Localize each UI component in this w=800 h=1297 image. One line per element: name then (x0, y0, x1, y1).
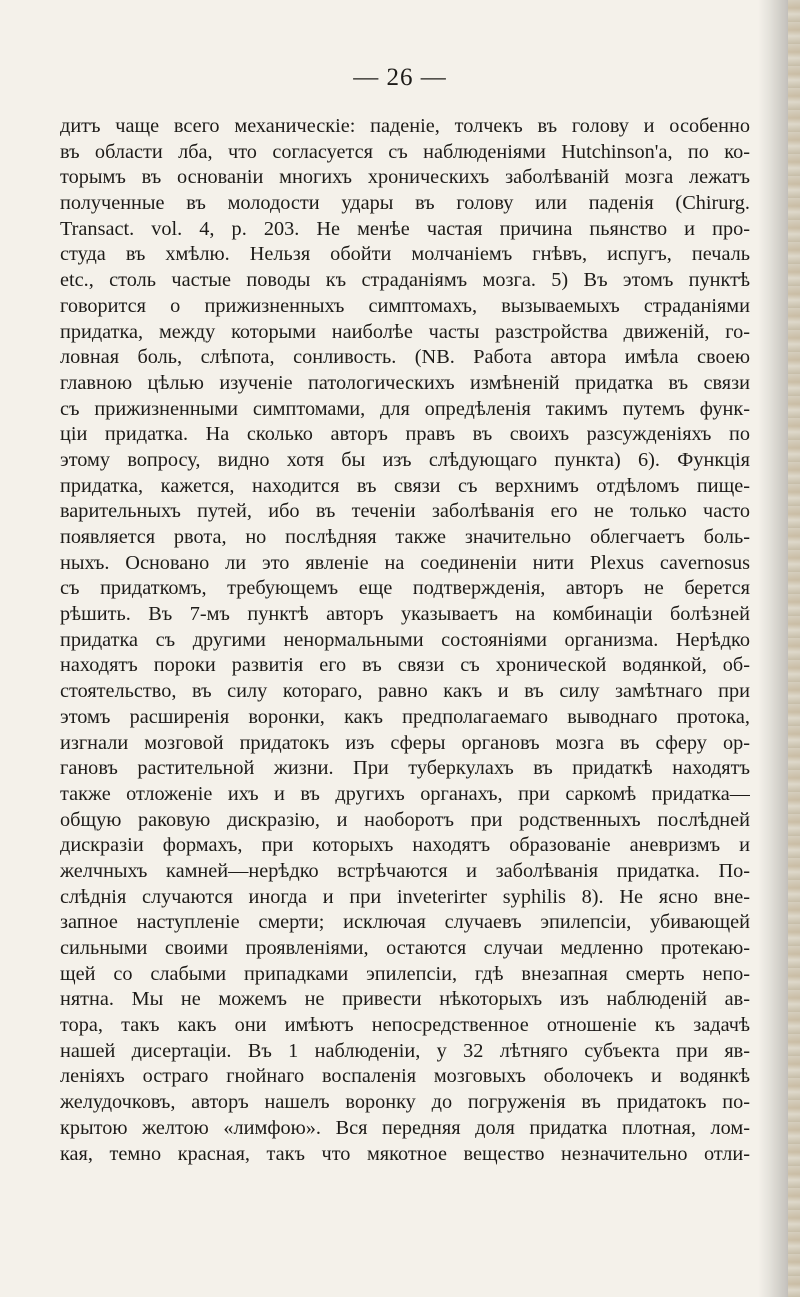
text-line: общую раковую дискразію, и наоборотъ при родственныхъ послѣдней (60, 808, 750, 831)
text-line: слѣднія случаются иногда и при inveterirter syphilis 8). Не ясно вне- (60, 885, 750, 908)
text-line: дискразіи формахъ, при которыхъ находятъ образованіе аневризмъ и (60, 834, 750, 857)
text-line: ціи придатка. На сколько авторъ правъ въ своихъ разсужденіяхъ по (60, 423, 750, 446)
text-line: рѣшить. Въ 7-мъ пунктѣ авторъ указываетъ на комбинаціи болѣзней (60, 603, 750, 626)
text-line: щей со слабыми припадками эпилепсіи, гдѣ внезапная смерть непо- (60, 962, 750, 985)
text-line: желчныхъ камней—нерѣдко встрѣчаются и заболѣванія придатка. По- (60, 859, 750, 882)
text-line: тора, такъ какъ они имѣютъ непосредственное отношеніе къ задачѣ (60, 1014, 750, 1037)
text-line: въ области лба, что согласуется съ наблюденіями Hutchinson'а, по ко- (60, 140, 750, 163)
text-line: говорится о прижизненныхъ симптомахъ, вызываемыхъ страданіями (60, 294, 750, 317)
text-line: гановъ растительной жизни. При туберкулахъ въ придаткѣ находятъ (60, 757, 750, 780)
text-line: торымъ въ основаніи многихъ хроническихъ заболѣваній мозга лежатъ (60, 166, 750, 189)
text-line: придатка, кажется, находится въ связи съ верхнимъ отдѣломъ пище- (60, 474, 750, 497)
text-line: съ придаткомъ, требующемъ еще подтвержденія, авторъ не берется (60, 577, 750, 600)
text-line: полученные въ молодости удары въ голову или паденія (Chirurg. (60, 192, 750, 215)
text-line: etc., столь частые поводы къ страданіямъ мозга. 5) Въ этомъ пунктѣ (60, 269, 750, 292)
body-text (60, 114, 750, 1167)
text-line: главною цѣлью изученіе патологическихъ измѣненій придатка въ связи (60, 371, 750, 394)
text-line: крытою желтою «лимфою». Вся передняя доля придатка плотная, лом- (60, 1116, 750, 1139)
text-line: запное наступленіе смерти; исключая случаевъ эпилепсіи, убивающей (60, 911, 750, 934)
text-line: студа въ хмѣлю. Нельзя обойти молчаніемъ гнѣвъ, испугъ, печаль (60, 243, 750, 266)
text-line: ловная боль, слѣпота, сонливость. (NB. Работа автора имѣла своею (60, 346, 750, 369)
text-line: сильными своими проявленіями, остаются случаи медленно протекаю- (60, 937, 750, 959)
text-line: Transact. vol. 4, p. 203. Не менѣе частая причина пьянство и про- (60, 217, 750, 240)
text-line: изгнали мозговой придатокъ изъ сферы органовъ мозга въ сферу ор- (60, 731, 750, 754)
text-line: придатка, между которыми наиболѣе часты разстройства движеній, го- (60, 320, 750, 343)
text-line: этому вопросу, видно хотя бы изъ слѣдующаго пункта) 6). Функція (60, 448, 750, 471)
text-line: дитъ чаще всего механическіе: паденіе, толчекъ въ голову и особенно (60, 115, 750, 137)
text-line: придатка съ другими ненормальными состояніями организма. Нерѣдко (60, 628, 750, 651)
page-edge (788, 0, 800, 1297)
text-line: этомъ расширенія воронки, какъ предполагаемаго выводнаго протока, (60, 705, 750, 728)
text-line: нашей дисертаціи. Въ 1 наблюденіи, у 32 лѣтняго субъекта при яв- (60, 1039, 750, 1062)
text-line: находятъ пороки развитія его въ связи съ хронической водянкой, об- (60, 654, 750, 677)
text-line: кая, темно красная, такъ что мякотное вещество незначительно отли- (60, 1142, 750, 1165)
text-line: варительныхъ путей, ибо въ теченіи заболѣванія его не только часто (60, 500, 750, 523)
text-line: также отложеніе ихъ и въ другихъ органахъ, при саркомѣ придатка— (60, 782, 750, 805)
text-line: ныхъ. Основано ли это явленіе на соединеніи нити Plexus cavernosus (60, 551, 750, 574)
text-line: желудочковъ, авторъ нашелъ воронку до погруженія въ придатокъ по- (60, 1091, 750, 1114)
text-line: съ прижизненными симптомами, для опредѣленія такимъ путемъ функ- (60, 397, 750, 420)
text-line: появляется рвота, но послѣдняя также значительно облегчаетъ боль- (60, 526, 750, 548)
text-line: нятна. Мы не можемъ не привести нѣкоторыхъ изъ наблюденій ав- (60, 988, 750, 1011)
text-line: леніяхъ остраго гнойнаго воспаленія мозговыхъ оболочекъ и водянкѣ (60, 1065, 750, 1088)
page-number: — 26 — (353, 64, 447, 91)
text-line: стоятельство, въ силу котораго, равно какъ и въ силу замѣтнаго при (60, 680, 750, 703)
